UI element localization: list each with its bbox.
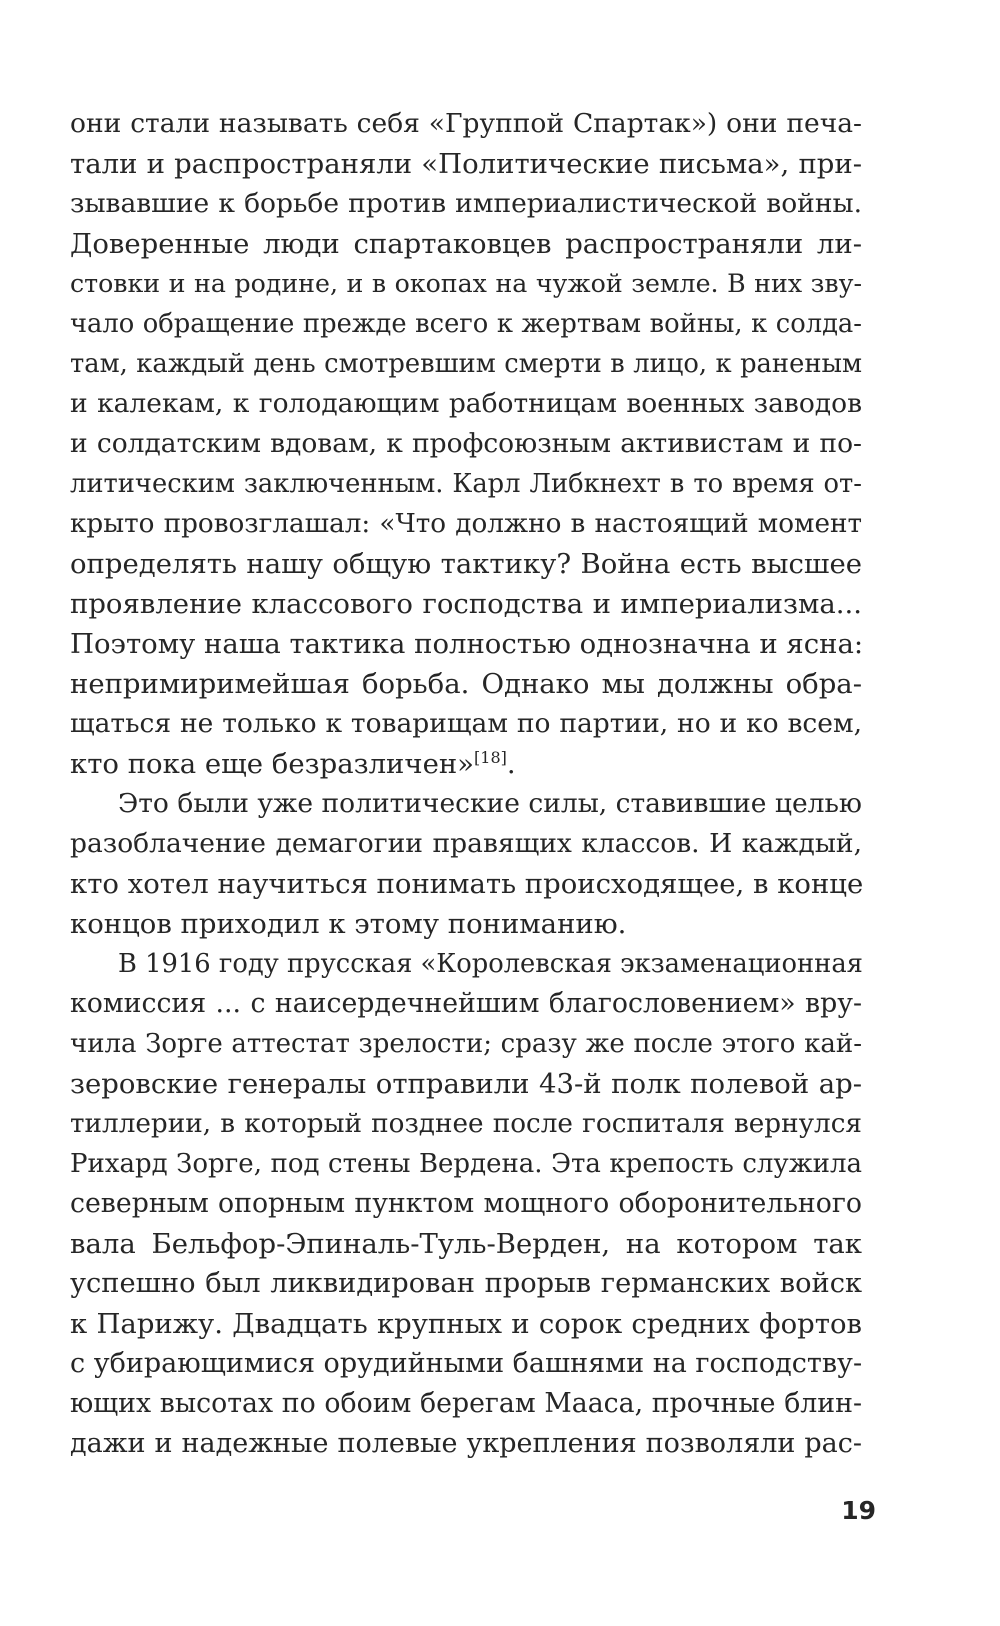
text-line: вала Бельфор-Эпиналь-Туль-Верден, на котором так [70, 1228, 862, 1260]
text-line: северным опорным пунктом мощного оборонительного [70, 1188, 862, 1219]
text-line: и солдатским вдовам, к профсоюзным активистам и по- [70, 428, 862, 459]
text-line: зеровские генералы отправили 43-й полк полевой ар- [70, 1068, 862, 1100]
footnote-reference[interactable]: [18] [474, 748, 507, 767]
text-line: Рихард Зорге, под стены Вердена. Эта крепость служила [70, 1149, 862, 1179]
text-line: проявление классового господства и империализма... [70, 588, 862, 620]
text-line: непримиримейшая борьба. Однако мы должны обра- [70, 668, 862, 700]
text-line-last [70, 744, 862, 784]
text-line: крыто провозглашал: «Что должно в настоящий момент [70, 509, 862, 539]
text-line: зывавшие к борьбе против империалистической войны. [70, 188, 862, 219]
text-line: чало обращение прежде всего к жертвам войны, к солда- [70, 309, 862, 339]
text-line: тали и распространяли «Политические письма», при- [70, 148, 862, 180]
text-line: щаться не только к товарищам по партии, но и ко всем, [70, 708, 862, 739]
text-line: Это были уже политические силы, ставившие целью [118, 788, 862, 819]
text-line: стовки и на родине, и в окопах на чужой земле. В них зву- [70, 269, 862, 298]
text-line: ющих высотах по обоим берегам Мааса, прочные блин- [70, 1388, 862, 1419]
paragraph-1 [70, 104, 862, 784]
paragraph-3 [70, 944, 862, 1464]
text-line: и калекам, к голодающим работницам военных заводов [70, 388, 862, 419]
text-line: с убирающимися орудийными башнями на господству- [70, 1348, 863, 1379]
text-line: к Парижу. Двадцать крупных и сорок средних фортов [70, 1308, 862, 1340]
text-line: концов приходил к этому пониманию. [70, 908, 627, 940]
text-line: успешно был ликвидирован прорыв германских войск [70, 1268, 862, 1299]
text-line: чила Зорге аттестат зрелости; сразу же после этого кай- [70, 1029, 862, 1059]
text-line: литическим заключенным. Карл Либкнехт в то время от- [70, 469, 862, 499]
text-line: Доверенные люди спартаковцев распространяли ли- [70, 228, 862, 260]
sentence-end: . [506, 748, 516, 780]
text-line: там, каждый день смотревшим смерти в лицо, к раненым [70, 349, 862, 379]
body-text [70, 104, 862, 1464]
text-line: дажи и надежные полевые укрепления позволяли рас- [70, 1428, 862, 1459]
text-line: кто пока еще безразличен» [70, 748, 475, 780]
text-line: комиссия ... с наисердечнейшим благословением» вру- [70, 988, 862, 1019]
text-line: Поэтому наша тактика полностью однозначна и ясна: [70, 628, 864, 660]
text-line: они стали называть себя «Группой Спартак») они печа- [70, 108, 862, 139]
text-line: тиллерии, в который позднее после госпиталя вернулся [70, 1109, 862, 1139]
text-line: кто хотел научиться понимать происходящее, в конце [70, 868, 864, 900]
text-line: В 1916 году прусская «Королевская экзаменационная [118, 949, 863, 979]
text-line: разоблачение демагогии правящих классов. И каждый, [70, 828, 862, 859]
text-line: определять нашу общую тактику? Война есть высшее [70, 548, 862, 580]
paragraph-2 [70, 784, 862, 944]
page-number: 19 [841, 1496, 876, 1525]
